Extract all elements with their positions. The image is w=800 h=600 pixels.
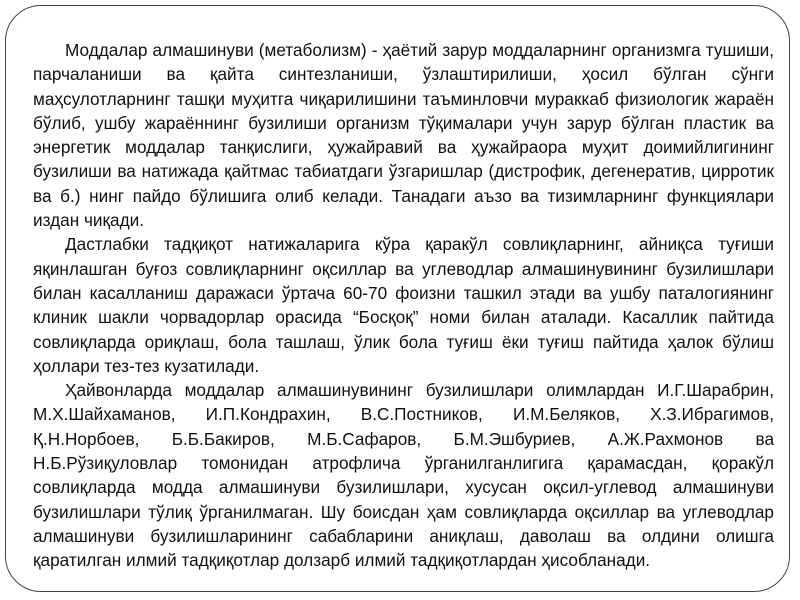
paragraph-metabolism-definition: Моддалар алмашинуви (метаболизм) - ҳаётий зарур моддаларнинг организмга тушиши, парчаланиши ва қайта синтезланиши, ўзлаштирилиши, ҳосил бўлган сўнги маҳсулотларнинг ташқи муҳитга чиқарилишини таъминловчи мураккаб физиологик жараён бўлиб, ушбу жараённинг бузилиши организм тўқималари учун зарур бўлган пластик ва энергетик моддалар танқислиги, ҳужайравий ва ҳужайраора муҳит доимийлигининг бузилиши ва натижада қайтмас табиатдаги ўзгаришлар (дистрофик, дегенератив, цирротик ва б.) нинг пайдо бўлишига олиб келади. Танадаги аъзо ва тизимларнинг функциялари издан чиқади.	[33, 40, 774, 231]
paragraph-scientists-review: Ҳайвонларда моддалар алмашинувининг бузилишлари олимлардан И.Г.Шарабрин, М.Х.Шайхаманов, И.П.Кондрахин, В.С.Постников, И.М.Беляков, Х.З.Ибрагимов, Қ.Н.Норбоев, Б.Б.Бакиров, М.Б.Сафаров, Б.М.Эшбуриев, А.Ж.Рахмонов ва Н.Б.Рўзиқуловлар томонидан атрофлича ўрганилганлигига қарамасдан, қоракўл совлиқларда модда алмашинуви бузилишлари, хусусан оқсил-углевод алмашинуви бузилишлари тўлиқ ўрганилмаган. Шу боисдан ҳам совлиқларда оқсиллар ва углеводлар алмашинуви бузилишларининг сабабларини аниқлаш, даволаш ва олдини олишга қаратилган илмий тадқиқотлар долзарб илмий тадқиқотлардан ҳисобланади.	[33, 380, 774, 571]
text-body	[33, 38, 774, 573]
paragraph-preliminary-research: Дастлабки тадқиқот натижаларига кўра қаракўл совлиқларнинг, айниқса туғиши яқинлашган буғоз совлиқларнинг оқсиллар ва углеводлар алмашинувининг бузилишлари билан касалланиш даражаси ўртача 60-70 фоизни ташкил этади ва ушбу паталогиянинг клиник шакли чорвадорлар орасида “Босқоқ” номи билан аталади. Касаллик пайтида совлиқларда ориқлаш, бола ташлаш, ўлик бола туғиш ёки туғиш пайтида ҳалок бўлиш ҳоллари тез-тез кузатилади.	[33, 234, 774, 376]
